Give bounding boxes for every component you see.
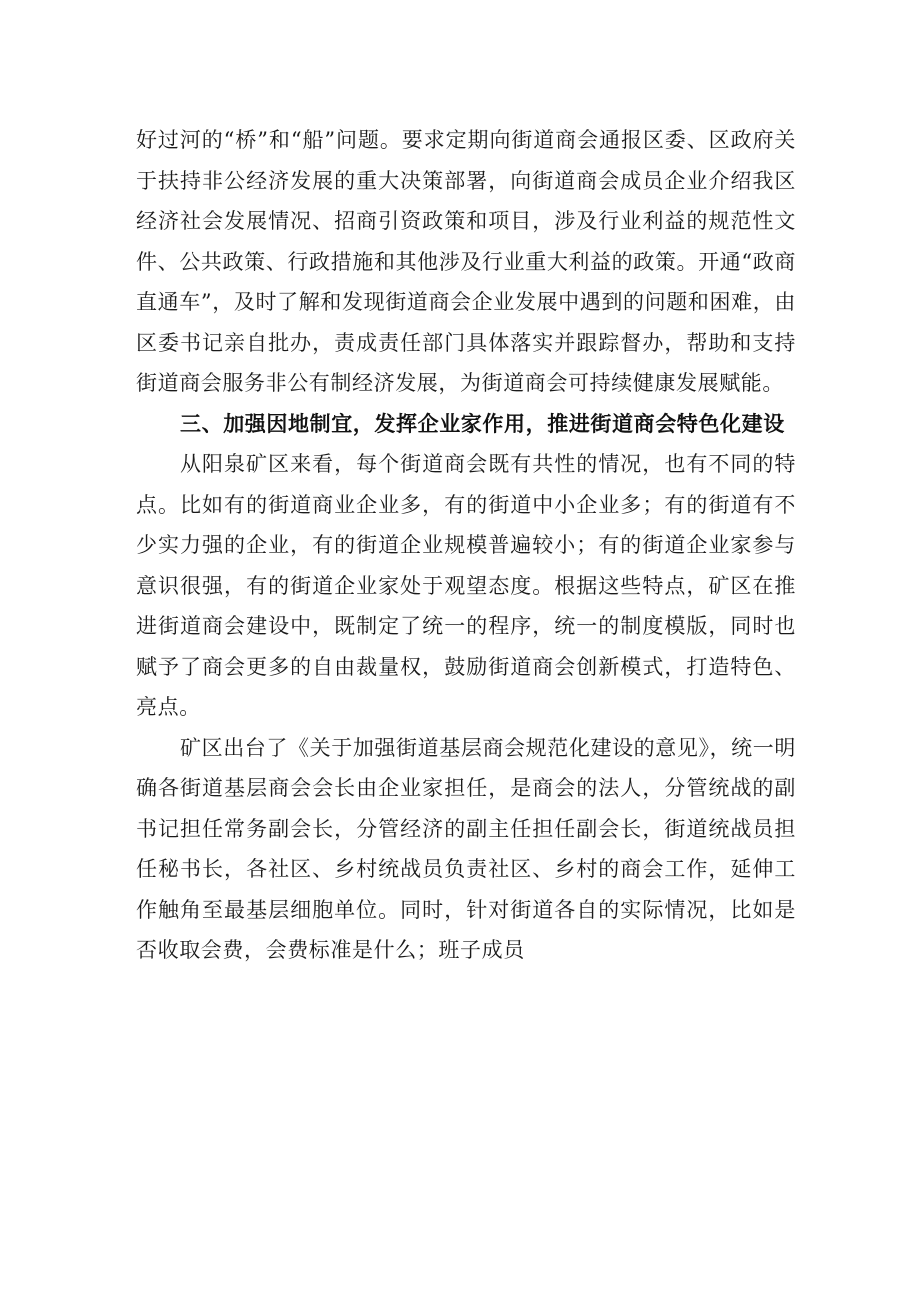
document-body <box>136 120 796 971</box>
body-paragraph: 从阳泉矿区来看，每个街道商会既有共性的情况，也有不同的特点。比如有的街道商业企业多，有的街道中小企业多；有的街道有不少实力强的企业，有的街道企业规模普遍较小；有的街道企业家参与意识很强，有的街道企业家处于观望态度。根据这些特点，矿区在推进街道商会建设中，既制定了统一的程序，统一的制度模版，同时也赋予了商会更多的自由裁量权，鼓励街道商会创新模式，打造特色、亮点。 <box>136 452 796 719</box>
body-paragraph: 矿区出台了《关于加强街道基层商会规范化建设的意见》，统一明确各街道基层商会会长由企业家担任，是商会的法人，分管统战的副书记担任常务副会长，分管经济的副主任担任副会长，街道统战员担任秘书长，各社区、乡村统战员负责社区、乡村的商会工作，延伸工作触角至最基层细胞单位。同时，针对街道各自的实际情况，比如是否收取会费，会费标准是什么；班子成员 <box>136 735 796 962</box>
section-heading: 三、加强因地制宜，发挥企业家作用，推进街道商会特色化建设 <box>180 411 785 436</box>
continued-paragraph: 好过河的“桥”和“船”问题。要求定期向街道商会通报区委、区政府关于扶持非公经济发展的重大决策部署，向街道商会成员企业介绍我区经济社会发展情况、招商引资政策和项目，涉及行业利益的规范性文件、公共政策、行政措施和其他涉及行业重大利益的政策。开通“政商直通车”，及时了解和发现街道商会企业发展中遇到的问题和困难，由区委书记亲自批办，责成责任部门具体落实并跟踪督办，帮助和支持街道商会服务非公有制经济发展，为街道商会可持续健康发展赋能。 <box>136 128 796 395</box>
